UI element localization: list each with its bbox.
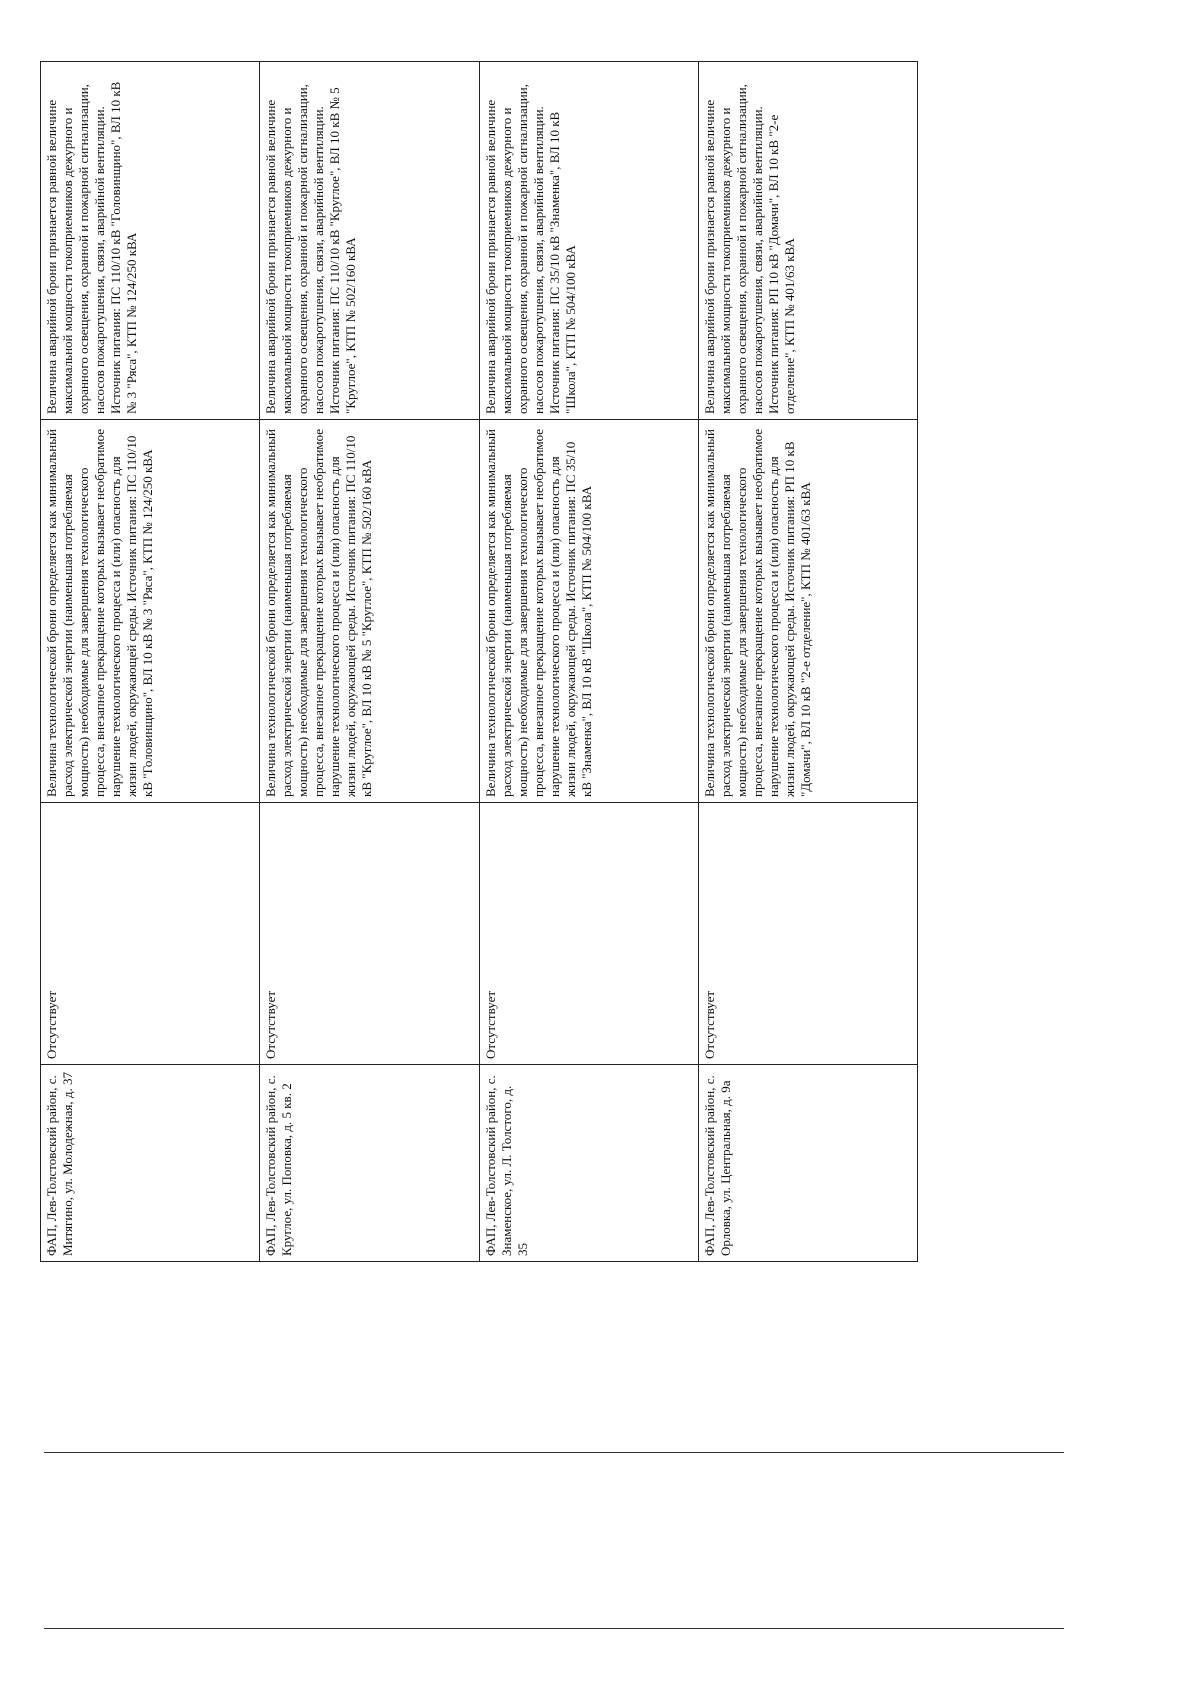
object-cell: ФАП, Лев-Толстовский район, с. Орловка, ул. Центральная, д. 9а (698, 1065, 917, 1262)
note-cell: Отсутствует (698, 803, 917, 1065)
object-cell: ФАП, Лев-Толстовский район, с. Митягино, ул. Молодежная, д. 37 (41, 1065, 260, 1262)
table-row (41, 62, 260, 1262)
table-row (479, 62, 698, 1262)
tech-reserve-cell: Величина технологической брони определяется как минимальный расход электрической энергии (наименьшая потребляемая мощность) необходимые для завершения технологического процесса, внезапное прекращение которых вызывает необратимое нарушение технологического процесса и (или) опасность для жизни людей, окружающей среды. Источник питания: РП 10 кВ "Домачи", ВЛ 10 кВ "2-е отделение", КТП № 401/63 кВА (698, 420, 917, 803)
note-cell: Отсутствует (479, 803, 698, 1065)
reserve-table-frame (40, 62, 918, 1262)
tech-reserve-cell: Величина технологической брони определяется как минимальный расход электрической энергии (наименьшая потребляемая мощность) необходимые для завершения технологического процесса, внезапное прекращение которых вызывает необратимое нарушение технологического процесса и (или) опасность для жизни людей, окружающей среды. Источник питания: ПС 35/10 кВ "Знаменка", ВЛ 10 кВ "Школа", КТП № 504/100 кВА (479, 420, 698, 803)
tech-reserve-cell: Величина технологической брони определяется как минимальный расход электрической энергии (наименьшая потребляемая мощность) необходимые для завершения технологического процесса, внезапное прекращение которых вызывает необратимое нарушение технологического процесса и (или) опасность для жизни людей, окружающей среды. Источник питания: ПС 110/10 кВ "Круглое", ВЛ 10 кВ № 5 "Круглое", КТП № 502/160 кВА (260, 420, 479, 803)
object-cell: ФАП, Лев-Толстовский район, с. Знаменское, ул. Л. Толстого, д. 35 (479, 1065, 698, 1262)
separator-line (44, 1628, 1064, 1629)
emergency-reserve-cell: Величина аварийной брони признается равной величине максимальной мощности токоприемников дежурного и охранного освещения, охранной и пожарной сигнализации, насосов пожаротушения, связи, аварийной вентиляции. Источник питания: ПС 110/10 кВ "Головинщино", ВЛ 10 кВ № 3 "Ряса", КТП № 124/250 кВА (41, 62, 260, 420)
separator-line (44, 1452, 1064, 1453)
reserve-table (40, 61, 918, 1262)
note-cell: Отсутствует (41, 803, 260, 1065)
emergency-reserve-cell: Величина аварийной брони признается равной величине максимальной мощности токоприемников дежурного и охранного освещения, охранной и пожарной сигнализации, насосов пожаротушения, связи, аварийной вентиляции. Источник питания: ПС 110/10 кВ "Круглое", ВЛ 10 кВ № 5 "Круглое", КТП № 502/160 кВА (260, 62, 479, 420)
tech-reserve-cell: Величина технологической брони определяется как минимальный расход электрической энергии (наименьшая потребляемая мощность) необходимые для завершения технологического процесса, внезапное прекращение которых вызывает необратимое нарушение технологического процесса и (или) опасность для жизни людей, окружающей среды. Источник питания: ПС 110/10 кВ "Головинщино", ВЛ 10 кВ № 3 "Ряса", КТП № 124/250 кВА (41, 420, 260, 803)
emergency-reserve-cell: Величина аварийной брони признается равной величине максимальной мощности токоприемников дежурного и охранного освещения, охранной и пожарной сигнализации, насосов пожаротушения, связи, аварийной вентиляции. Источник питания: ПС 35/10 кВ "Знаменка", ВЛ 10 кВ "Школа", КТП № 504/100 кВА (479, 62, 698, 420)
emergency-reserve-cell: Величина аварийной брони признается равной величине максимальной мощности токоприемников дежурного и охранного освещения, охранной и пожарной сигнализации, насосов пожаротушения, связи, аварийной вентиляции. Источник питания: РП 10 кВ "Домачи", ВЛ 10 кВ "2-е отделение", КТП № 401/63 кВА (698, 62, 917, 420)
object-cell: ФАП, Лев-Толстовский район, с. Круглое, ул. Поповка, д. 5 кв. 2 (260, 1065, 479, 1262)
table-row (698, 62, 917, 1262)
table-row (260, 62, 479, 1262)
note-cell: Отсутствует (260, 803, 479, 1065)
